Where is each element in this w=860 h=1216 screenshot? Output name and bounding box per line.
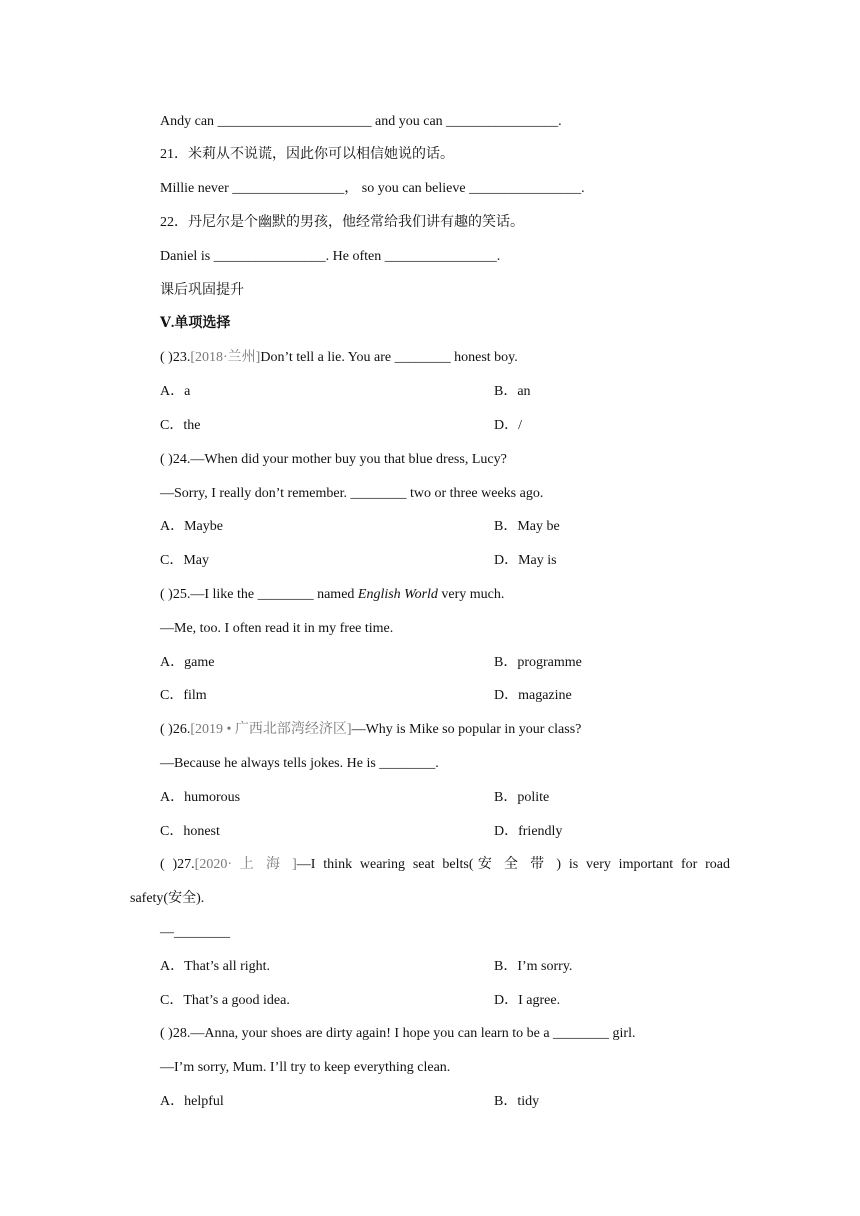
- q26-number: ( )26.: [160, 722, 191, 737]
- q24-option-c[interactable]: C．May: [160, 553, 209, 568]
- q23-number: ( )23.: [160, 350, 191, 365]
- q27-option-c[interactable]: C．That’s a good idea.: [160, 993, 290, 1008]
- q27-number: ( )27.: [160, 857, 195, 872]
- q26-option-c[interactable]: C．honest: [160, 824, 220, 839]
- q27-source: [2020· 上 海 ]: [194, 857, 297, 872]
- q20-english-line: Andy can ______________________ and you can ________________.: [160, 114, 562, 129]
- q27-text: —I think wearing seat belts(安 全 带 ) is very important for road: [296, 857, 730, 872]
- q25-text-b: very much.: [437, 587, 505, 602]
- q26-reply: —Because he always tells jokes. He is ________.: [160, 756, 439, 771]
- q25-number: ( )25.: [160, 587, 191, 602]
- q27-option-a[interactable]: A．That’s all right.: [160, 959, 271, 974]
- q24-stem: [160, 450, 730, 470]
- q21-english-line: Millie never ________________， so you can believe ________________.: [160, 181, 585, 196]
- q22-english-line: Daniel is ________________. He often ________________.: [160, 249, 501, 264]
- q28-stem: [160, 1024, 730, 1044]
- q27-option-b[interactable]: B．I’m sorry.: [494, 959, 573, 974]
- q24-reply: —Sorry, I really don’t remember. ________ two or three weeks ago.: [160, 486, 544, 501]
- q26-option-d[interactable]: D．friendly: [494, 824, 563, 839]
- q22-chinese-line: 22．丹尼尔是个幽默的男孩，他经常给我们讲有趣的笑话。: [160, 215, 524, 230]
- q25-reply: —Me, too. I often read it in my free time.: [160, 621, 394, 636]
- q26-option-a[interactable]: A．humorous: [160, 790, 241, 805]
- q25-stem: [160, 585, 730, 605]
- section-title: Ⅴ.单项选择: [160, 316, 231, 331]
- q28-number: ( )28.: [160, 1026, 191, 1041]
- q28-text: —Anna, your shoes are dirty again! I hope you can learn to be a ________ girl.: [190, 1026, 636, 1041]
- q23-stem: [160, 348, 730, 368]
- q23-source: [2018·兰州]: [190, 350, 261, 365]
- q23-text: Don’t tell a lie. You are ________ honest boy.: [260, 350, 518, 365]
- q27-stem: [160, 855, 730, 875]
- q23-option-a[interactable]: A．a: [160, 384, 191, 399]
- q27-stem-continued: safety(安全).: [130, 891, 205, 906]
- q24-option-d[interactable]: D．May is: [494, 553, 557, 568]
- q26-option-b[interactable]: B．polite: [494, 790, 550, 805]
- q25-option-b[interactable]: B．programme: [494, 655, 582, 670]
- after-class-heading: 课后巩固提升: [160, 283, 244, 298]
- q23-option-b[interactable]: B．an: [494, 384, 531, 399]
- q26-stem: [160, 720, 730, 740]
- q26-text: —Why is Mike so popular in your class?: [351, 722, 582, 737]
- q28-reply: —I’m sorry, Mum. I’ll try to keep everything clean.: [160, 1060, 451, 1075]
- q25-text-a: —I like the ________ named: [190, 587, 358, 602]
- q25-option-d[interactable]: D．magazine: [494, 688, 572, 703]
- q24-option-b[interactable]: B．May be: [494, 519, 560, 534]
- q23-option-c[interactable]: C．the: [160, 418, 201, 433]
- q21-chinese-line: 21．米莉从不说谎，因此你可以相信她说的话。: [160, 147, 454, 162]
- q28-option-a[interactable]: A．helpful: [160, 1094, 224, 1109]
- q25-option-a[interactable]: A．game: [160, 655, 215, 670]
- q23-option-d[interactable]: D．/: [494, 418, 522, 433]
- q27-reply: —________: [160, 925, 230, 940]
- q27-option-d[interactable]: D．I agree.: [494, 993, 561, 1008]
- q24-text: —When did your mother buy you that blue dress, Lucy?: [190, 452, 507, 467]
- q25-text-italic: English World: [357, 587, 438, 602]
- q26-source: [2019 • 广西北部湾经济区]: [190, 722, 352, 737]
- q25-option-c[interactable]: C．film: [160, 688, 207, 703]
- q24-number: ( )24.: [160, 452, 191, 467]
- q28-option-b[interactable]: B．tidy: [494, 1094, 540, 1109]
- q24-option-a[interactable]: A．Maybe: [160, 519, 223, 534]
